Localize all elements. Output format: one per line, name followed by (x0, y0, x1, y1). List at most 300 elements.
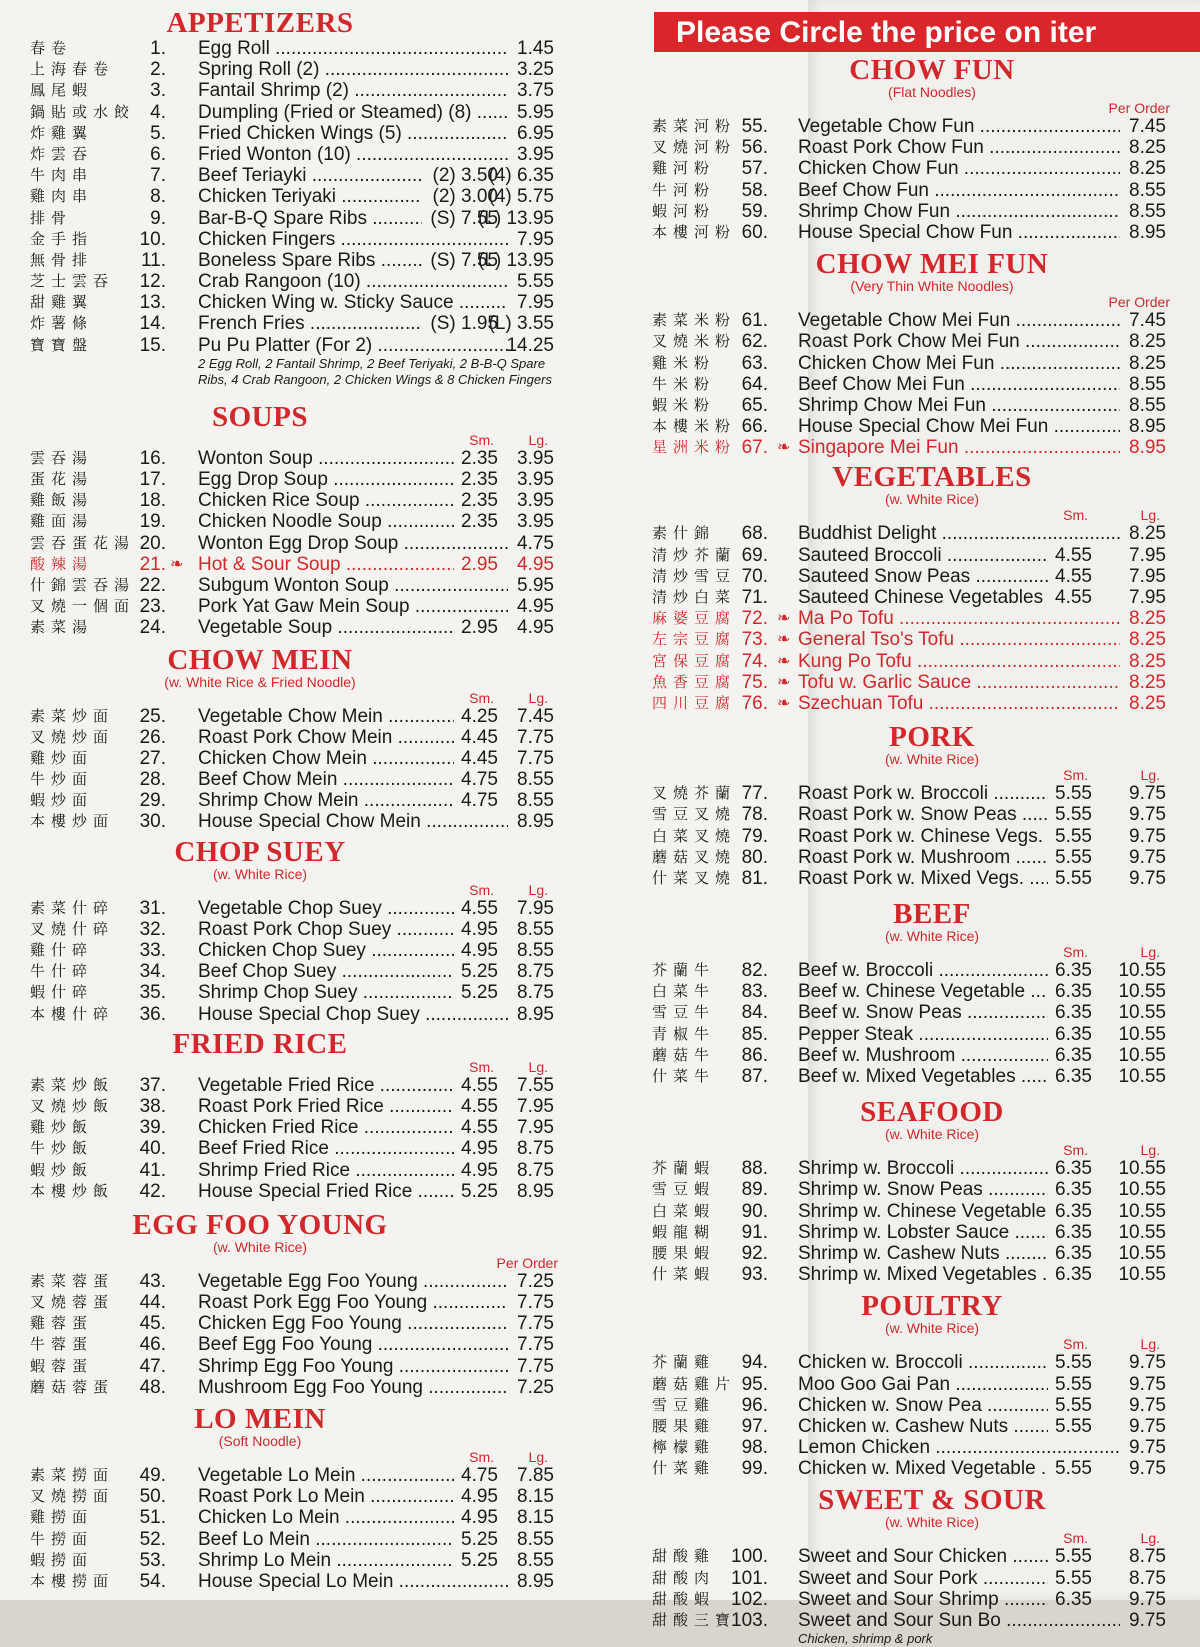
menu-item[interactable] (652, 1395, 1192, 1416)
menu-item[interactable] (30, 898, 570, 919)
menu-item[interactable] (30, 1075, 570, 1096)
menu-item[interactable] (652, 137, 1192, 158)
price-small[interactable]: 5.55 (1055, 804, 1092, 826)
menu-item[interactable] (652, 783, 1192, 804)
menu-item[interactable] (652, 1201, 1192, 1222)
price-large[interactable]: 7.75 (517, 1355, 554, 1377)
price-large[interactable]: (4) 6.35 (488, 165, 554, 187)
price-small[interactable]: 5.55 (1055, 1567, 1092, 1589)
menu-item[interactable] (652, 1179, 1192, 1200)
price-small[interactable]: 4.95 (461, 1507, 498, 1529)
menu-item[interactable] (30, 165, 570, 186)
price-large[interactable]: 3.75 (517, 80, 554, 102)
price-small[interactable]: 5.55 (1055, 867, 1092, 889)
price-small[interactable]: 2.35 (461, 469, 498, 490)
price-large[interactable]: 9.75 (1129, 1352, 1166, 1374)
menu-item[interactable] (652, 1243, 1192, 1264)
menu-item[interactable] (30, 1292, 570, 1313)
menu-item[interactable] (30, 706, 570, 727)
price-large[interactable]: 7.95 (1129, 544, 1166, 566)
price-large[interactable]: 7.25 (517, 1270, 554, 1292)
price-large[interactable]: 5.55 (517, 271, 554, 293)
price-small[interactable]: (2) 3.50 (432, 165, 498, 187)
chinese-name: 芥蘭蝦 (652, 1159, 716, 1178)
price-small[interactable]: 5.25 (461, 1180, 498, 1202)
section-footnote: Chicken, shrimp & pork (798, 1631, 933, 1647)
menu-item[interactable] (30, 617, 570, 638)
price-small[interactable]: 4.55 (461, 1117, 498, 1139)
menu-item[interactable] (652, 1002, 1192, 1023)
price-large[interactable]: 9.75 (1129, 867, 1166, 889)
item-number: 69. (741, 544, 768, 566)
menu-item[interactable] (30, 940, 570, 961)
menu-item[interactable] (30, 250, 570, 271)
spicy-icon: ❧ (777, 631, 791, 649)
price-small[interactable]: 5.55 (1055, 846, 1092, 868)
price-large[interactable]: 8.55 (1129, 373, 1166, 395)
price-large[interactable]: (L) 13.95 (477, 207, 554, 229)
price-large[interactable]: 8.25 (1129, 137, 1166, 159)
price-large[interactable]: 8.15 (517, 1507, 554, 1529)
menu-item[interactable] (30, 1571, 570, 1592)
price-small[interactable]: 6.35 (1055, 1588, 1092, 1610)
price-large[interactable]: 8.95 (517, 1180, 554, 1202)
price-large[interactable]: 10.55 (1118, 1002, 1166, 1024)
price-large[interactable]: 6.95 (517, 122, 554, 144)
price-large[interactable]: 3.25 (517, 59, 554, 81)
menu-item[interactable] (652, 629, 1192, 650)
price-large[interactable]: 7.95 (517, 292, 554, 314)
menu-item[interactable] (652, 395, 1192, 416)
price-large[interactable]: 7.75 (517, 726, 554, 748)
menu-item[interactable] (652, 523, 1192, 544)
menu-item[interactable] (30, 59, 570, 80)
menu-item[interactable] (30, 80, 570, 101)
price-large[interactable]: 8.55 (517, 790, 554, 812)
price-small[interactable]: 4.55 (461, 1095, 498, 1117)
menu-item[interactable] (652, 1610, 1192, 1631)
menu-item[interactable] (30, 1334, 570, 1355)
price-small[interactable]: 4.95 (461, 1159, 498, 1181)
price-small[interactable]: 4.55 (1055, 544, 1092, 566)
menu-item[interactable] (30, 229, 570, 250)
menu-item[interactable] (652, 1352, 1192, 1373)
price-large[interactable]: 7.95 (517, 228, 554, 250)
small-size-header: Sm. (469, 881, 494, 898)
chinese-name: 什錦雲吞湯 (30, 575, 136, 594)
price-small[interactable]: 5.55 (1055, 1352, 1092, 1374)
item-name: Fried Wonton (10) ..... (198, 144, 508, 165)
large-size-header: Lg. (1140, 1142, 1160, 1159)
price-large[interactable]: 7.95 (517, 1095, 554, 1117)
menu-item[interactable] (652, 566, 1192, 587)
price-large[interactable]: 9.75 (1129, 846, 1166, 868)
menu-item[interactable] (30, 1117, 570, 1138)
price-large[interactable]: 8.25 (1129, 523, 1166, 545)
price-small[interactable]: 6.35 (1055, 1242, 1092, 1264)
price-large[interactable]: 7.75 (517, 747, 554, 769)
item-name: Chicken Fried Rice ..... (198, 1117, 454, 1138)
menu-item[interactable] (652, 416, 1192, 437)
price-large[interactable]: 7.45 (1129, 310, 1166, 332)
price-large[interactable]: 9.75 (1129, 1588, 1166, 1610)
menu-item[interactable] (30, 1004, 570, 1025)
menu-item[interactable] (30, 335, 570, 356)
menu-item[interactable] (652, 116, 1192, 137)
item-number: 34. (139, 961, 166, 983)
menu-item[interactable] (30, 469, 570, 490)
price-large[interactable]: 8.55 (517, 940, 554, 961)
menu-item[interactable] (30, 1271, 570, 1292)
menu-item[interactable] (652, 158, 1192, 179)
menu-item[interactable] (652, 201, 1192, 222)
price-small[interactable]: 5.25 (461, 961, 498, 983)
price-large[interactable]: 8.25 (1129, 331, 1166, 353)
menu-item[interactable] (652, 1546, 1192, 1567)
menu-item[interactable] (652, 981, 1192, 1002)
menu-item[interactable] (30, 727, 570, 748)
menu-item[interactable] (652, 1024, 1192, 1045)
price-large[interactable]: (L) 3.55 (488, 313, 554, 335)
price-large[interactable]: 7.95 (517, 1117, 554, 1139)
price-large[interactable]: 8.55 (517, 918, 554, 940)
price-small[interactable]: 6.35 (1055, 1023, 1092, 1045)
menu-item[interactable] (30, 1356, 570, 1377)
price-large[interactable]: 10.55 (1118, 1066, 1166, 1087)
price-large[interactable]: 8.25 (1129, 650, 1166, 672)
price-large[interactable]: 8.55 (517, 769, 554, 791)
chinese-name: 宮保豆腐 (652, 651, 737, 670)
price-small[interactable]: (S) 7.55 (430, 249, 498, 271)
item-number: 11. (140, 249, 166, 271)
price-large[interactable]: 5.95 (517, 574, 554, 596)
menu-item[interactable] (30, 271, 570, 292)
menu-item[interactable] (652, 545, 1192, 566)
menu-item[interactable] (30, 511, 570, 532)
price-large[interactable]: 10.55 (1118, 1264, 1166, 1286)
menu-item[interactable] (652, 651, 1192, 672)
price-small[interactable]: 6.35 (1055, 1044, 1092, 1066)
price-small[interactable]: 2.35 (461, 511, 498, 533)
price-small[interactable]: 4.95 (461, 940, 498, 961)
price-small[interactable]: 4.75 (461, 790, 498, 812)
price-large[interactable]: 9.75 (1129, 1610, 1166, 1631)
price-small[interactable]: 4.55 (1055, 587, 1092, 608)
price-small[interactable]: 6.35 (1055, 981, 1092, 1003)
price-large[interactable]: 8.25 (1129, 692, 1166, 714)
menu-item[interactable] (30, 1313, 570, 1334)
price-large[interactable]: 8.75 (517, 961, 554, 983)
price-large[interactable]: (4) 5.75 (488, 186, 554, 208)
price-large[interactable]: 8.55 (1129, 179, 1166, 201)
price-large[interactable]: 8.95 (517, 811, 554, 833)
menu-item[interactable] (30, 1181, 570, 1202)
menu-item[interactable] (652, 1437, 1192, 1458)
price-small[interactable]: 5.25 (461, 982, 498, 1004)
menu-item[interactable] (652, 1416, 1192, 1437)
price-small[interactable]: 4.95 (461, 918, 498, 940)
menu-item[interactable] (30, 1486, 570, 1507)
menu-item[interactable] (30, 533, 570, 554)
price-large[interactable]: 8.95 (1129, 437, 1166, 459)
menu-item[interactable] (30, 1550, 570, 1571)
menu-item[interactable] (30, 596, 570, 617)
price-large[interactable]: 9.75 (1129, 783, 1166, 805)
price-small[interactable]: (S) 1.95 (430, 313, 498, 335)
price-small[interactable]: 5.55 (1055, 1373, 1092, 1395)
menu-item[interactable] (652, 960, 1192, 981)
price-large[interactable]: 7.75 (517, 1313, 554, 1335)
price-large[interactable]: 8.55 (1129, 200, 1166, 222)
price-large[interactable]: 8.95 (517, 1003, 554, 1025)
price-small[interactable]: 5.55 (1055, 1394, 1092, 1416)
price-large[interactable]: 8.25 (1129, 158, 1166, 180)
price-large[interactable]: 8.75 (517, 982, 554, 1004)
menu-item[interactable] (30, 1377, 570, 1398)
menu-item[interactable] (30, 186, 570, 207)
menu-item[interactable] (30, 982, 570, 1003)
price-large[interactable]: 9.75 (1129, 1415, 1166, 1437)
price-column-headers (30, 690, 570, 706)
price-small[interactable]: 2.95 (461, 553, 498, 575)
price-large[interactable]: 3.95 (517, 469, 554, 490)
price-large[interactable]: 1.45 (517, 38, 554, 59)
item-name: Chicken Teriyaki ..... (198, 186, 422, 207)
price-large[interactable]: 4.95 (517, 617, 554, 639)
price-small[interactable]: 4.45 (461, 726, 498, 748)
menu-item[interactable] (652, 672, 1192, 693)
price-large[interactable]: 4.75 (517, 532, 554, 554)
menu-item[interactable] (30, 961, 570, 982)
menu-item[interactable] (30, 448, 570, 469)
price-large[interactable]: 10.55 (1118, 1221, 1166, 1243)
price-large[interactable]: 9.75 (1129, 1437, 1166, 1459)
price-large[interactable]: 3.95 (517, 490, 554, 512)
price-small[interactable]: 6.35 (1055, 1200, 1092, 1222)
price-small[interactable]: 5.55 (1055, 825, 1092, 847)
price-large[interactable]: 7.75 (517, 1292, 554, 1314)
price-large[interactable]: 8.75 (517, 1138, 554, 1160)
menu-item[interactable] (652, 353, 1192, 374)
menu-item[interactable] (652, 693, 1192, 714)
item-name: Shrimp Chow Mein ..... (198, 790, 454, 811)
menu-item[interactable] (30, 790, 570, 811)
price-large[interactable]: 10.55 (1118, 1242, 1166, 1264)
menu-item[interactable] (30, 1465, 570, 1486)
price-large[interactable]: 7.45 (517, 705, 554, 727)
price-large[interactable]: 8.25 (1129, 352, 1166, 374)
item-number: 74. (741, 650, 768, 672)
menu-item[interactable] (652, 868, 1192, 889)
price-large[interactable]: 4.95 (517, 553, 554, 575)
price-small[interactable]: 6.35 (1055, 1002, 1092, 1024)
menu-item[interactable] (30, 769, 570, 790)
price-large[interactable]: 8.95 (1129, 416, 1166, 438)
price-small[interactable]: 2.95 (461, 617, 498, 639)
item-number: 48. (139, 1376, 166, 1398)
price-large[interactable]: 10.55 (1118, 981, 1166, 1003)
menu-item[interactable] (30, 144, 570, 165)
price-large[interactable]: 9.75 (1129, 804, 1166, 826)
price-large[interactable]: (L) 13.95 (477, 249, 554, 271)
menu-item[interactable] (652, 804, 1192, 825)
menu-item[interactable] (30, 1160, 570, 1181)
price-small[interactable]: 2.35 (461, 447, 498, 469)
price-small[interactable]: 5.55 (1055, 783, 1092, 805)
price-small[interactable]: 4.25 (461, 705, 498, 727)
menu-item[interactable] (30, 1507, 570, 1528)
price-large[interactable]: 3.95 (517, 143, 554, 165)
menu-item[interactable] (652, 1374, 1192, 1395)
price-large[interactable]: 7.25 (517, 1376, 554, 1398)
menu-item[interactable] (652, 310, 1192, 331)
item-number: 53. (139, 1549, 166, 1571)
price-small[interactable]: 6.35 (1055, 1221, 1092, 1243)
price-small[interactable]: 4.75 (461, 769, 498, 791)
item-name: Sweet and Sour Chicken ..... (798, 1546, 1048, 1567)
price-large[interactable]: 8.25 (1129, 671, 1166, 693)
price-small[interactable]: 4.45 (461, 747, 498, 769)
price-large[interactable]: 3.95 (517, 511, 554, 533)
price-small[interactable]: 4.75 (461, 1465, 498, 1486)
menu-item[interactable] (30, 123, 570, 144)
price-large[interactable]: 7.55 (517, 1074, 554, 1096)
price-large[interactable]: 8.75 (1129, 1567, 1166, 1589)
price-large[interactable]: 8.25 (1129, 608, 1166, 630)
chinese-name: 牛肉串 (30, 166, 94, 185)
item-number: 83. (741, 981, 768, 1003)
menu-item[interactable] (30, 102, 570, 123)
price-large[interactable]: 10.55 (1118, 1023, 1166, 1045)
price-large[interactable]: 3.95 (517, 447, 554, 469)
price-large[interactable]: 10.55 (1118, 1158, 1166, 1180)
menu-item[interactable] (30, 575, 570, 596)
menu-item[interactable] (30, 490, 570, 511)
menu-item[interactable] (652, 374, 1192, 395)
chinese-name: 清炒芥蘭 (652, 545, 737, 564)
menu-item[interactable] (30, 1529, 570, 1550)
price-large[interactable]: 8.55 (1129, 394, 1166, 416)
menu-item[interactable] (30, 554, 570, 575)
chinese-name: 四川豆腐 (652, 693, 737, 712)
menu-item[interactable] (652, 1589, 1192, 1610)
item-name: House Special Chow Mei Fun ..... (798, 416, 1120, 437)
price-large[interactable]: 14.25 (506, 334, 554, 356)
menu-item[interactable] (30, 38, 570, 59)
price-small[interactable]: 6.35 (1055, 1066, 1092, 1087)
price-small[interactable]: 5.55 (1055, 1415, 1092, 1437)
item-name: Beef Lo Mein ..... (198, 1529, 454, 1550)
menu-item[interactable] (30, 748, 570, 769)
price-large[interactable]: 8.95 (1129, 221, 1166, 243)
menu-item[interactable] (652, 1045, 1192, 1066)
price-small[interactable]: 6.35 (1055, 960, 1092, 982)
price-large[interactable]: 7.95 (517, 897, 554, 919)
price-large[interactable]: 8.55 (517, 1549, 554, 1571)
menu-item[interactable] (652, 1264, 1192, 1285)
section-subtitle: (w. White Rice) (884, 1320, 980, 1337)
price-large[interactable]: 10.55 (1118, 1200, 1166, 1222)
price-small[interactable]: (2) 3.00 (432, 186, 498, 208)
price-large[interactable]: 5.95 (517, 101, 554, 123)
menu-item[interactable] (652, 222, 1192, 243)
price-large[interactable]: 9.75 (1129, 1458, 1166, 1480)
price-large[interactable]: 7.45 (1129, 116, 1166, 137)
price-large[interactable]: 9.75 (1129, 1394, 1166, 1416)
section-subtitle: (w. White Rice) (212, 1238, 308, 1255)
price-large[interactable]: 8.75 (517, 1159, 554, 1181)
menu-item[interactable] (30, 313, 570, 334)
price-large[interactable]: 4.95 (517, 596, 554, 618)
item-number: 99. (741, 1458, 768, 1480)
chinese-name: 白菜蝦 (652, 1201, 716, 1220)
price-small[interactable]: 4.55 (1055, 565, 1092, 587)
menu-item[interactable] (30, 1096, 570, 1117)
price-small[interactable]: 6.35 (1055, 1179, 1092, 1201)
price-large[interactable]: 10.55 (1118, 960, 1166, 982)
price-large[interactable]: 8.95 (517, 1570, 554, 1592)
menu-item[interactable] (652, 608, 1192, 629)
price-large[interactable]: 9.75 (1129, 825, 1166, 847)
price-small[interactable]: 5.55 (1055, 1546, 1092, 1568)
price-small[interactable]: 6.35 (1055, 1158, 1092, 1180)
menu-item[interactable] (652, 1066, 1192, 1087)
menu-item[interactable] (652, 1568, 1192, 1589)
price-large[interactable]: 8.75 (1129, 1546, 1166, 1568)
chinese-name: 酸辣湯 (30, 554, 94, 573)
item-name: Vegetable Chow Mei Fun ..... (798, 310, 1120, 331)
price-large[interactable]: 10.55 (1118, 1044, 1166, 1066)
menu-item[interactable] (652, 1158, 1192, 1179)
price-small[interactable]: 4.95 (461, 1486, 498, 1508)
price-small[interactable]: (S) 7.55 (430, 207, 498, 229)
price-small[interactable]: 6.35 (1055, 1264, 1092, 1286)
price-large[interactable]: 10.55 (1118, 1179, 1166, 1201)
menu-item[interactable] (652, 1222, 1192, 1243)
price-large[interactable]: 8.15 (517, 1486, 554, 1508)
item-number: 56. (741, 137, 768, 159)
menu-item[interactable] (30, 919, 570, 940)
menu-item[interactable] (652, 826, 1192, 847)
menu-item[interactable] (30, 1138, 570, 1159)
price-large[interactable]: 7.95 (1129, 587, 1166, 608)
price-small[interactable]: 2.35 (461, 490, 498, 512)
price-small[interactable]: 5.25 (461, 1528, 498, 1550)
chinese-name: 什菜蝦 (652, 1265, 716, 1284)
menu-item[interactable] (30, 292, 570, 313)
menu-item[interactable] (652, 331, 1192, 352)
price-small[interactable]: 5.25 (461, 1549, 498, 1571)
price-small[interactable]: 4.95 (461, 1138, 498, 1160)
menu-item[interactable] (652, 587, 1192, 608)
menu-item[interactable] (652, 180, 1192, 201)
price-large[interactable]: 7.75 (517, 1334, 554, 1356)
price-large[interactable]: 8.25 (1129, 629, 1166, 651)
price-large[interactable]: 7.95 (1129, 565, 1166, 587)
price-large[interactable]: 9.75 (1129, 1373, 1166, 1395)
price-large[interactable]: 7.85 (517, 1465, 554, 1486)
menu-item[interactable] (30, 811, 570, 832)
menu-item[interactable] (652, 847, 1192, 868)
price-small[interactable]: 4.55 (461, 1074, 498, 1096)
menu-item[interactable] (652, 437, 1192, 458)
menu-item[interactable] (30, 208, 570, 229)
price-small[interactable]: 5.55 (1055, 1458, 1092, 1480)
menu-item[interactable] (652, 1458, 1192, 1479)
price-small[interactable]: 4.55 (461, 897, 498, 919)
price-large[interactable]: 8.55 (517, 1528, 554, 1550)
item-name: Moo Goo Gai Pan ..... (798, 1374, 1048, 1395)
